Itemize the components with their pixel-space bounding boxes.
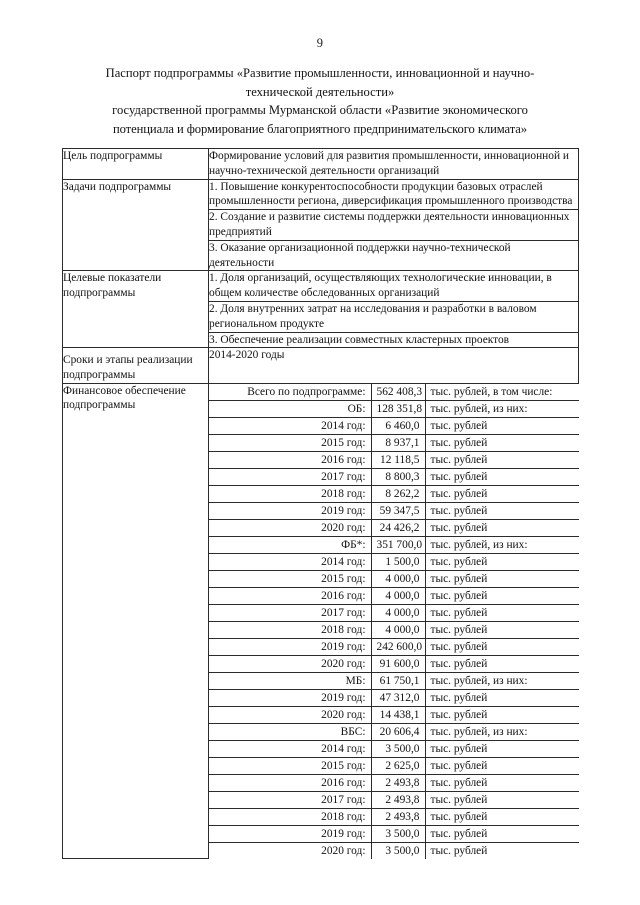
financing-row-value: 91 600,0 xyxy=(371,655,425,672)
financing-row-unit: тыс. рублей, из них: xyxy=(425,400,579,417)
financing-row-value: 8 262,2 xyxy=(371,485,425,502)
financing-row-unit: тыс. рублей xyxy=(425,774,579,791)
financing-row xyxy=(209,468,579,485)
financing-row xyxy=(209,570,579,587)
financing-row-name: 2014 год: xyxy=(209,740,371,757)
financing-row-unit: тыс. рублей xyxy=(425,791,579,808)
task-item: 1. Повышение конкурентоспособности продукции базовых отраслей промышленности региона, диверсификация промышленного производства xyxy=(209,179,579,210)
financing-cell xyxy=(209,383,579,859)
financing-row-name: 2018 год: xyxy=(209,485,371,502)
financing-row-name: 2017 год: xyxy=(209,604,371,621)
financing-row xyxy=(209,825,579,842)
table-row-task-1 xyxy=(63,179,579,210)
heading-line-3: государственной программы Мурманской области «Развитие экономического xyxy=(112,103,528,118)
financing-row-name: 2019 год: xyxy=(209,638,371,655)
heading-line-1: Паспорт подпрограммы «Развитие промышленности, инновационной и научно- xyxy=(105,66,535,80)
financing-row-name: 2019 год: xyxy=(209,825,371,842)
financing-row-unit: тыс. рублей xyxy=(425,485,579,502)
financing-row-value: 351 700,0 xyxy=(371,536,425,553)
financing-row-value: 12 118,5 xyxy=(371,451,425,468)
financing-row-name: 2020 год: xyxy=(209,655,371,672)
financing-row xyxy=(209,672,579,689)
table-row-financing xyxy=(63,383,579,859)
financing-row-name: 2015 год: xyxy=(209,434,371,451)
financing-row xyxy=(209,400,579,417)
financing-table xyxy=(209,384,579,859)
heading-line-4: потенциала и формирование благоприятного предпринимательского климата» xyxy=(112,121,528,136)
financing-row-name: 2020 год: xyxy=(209,519,371,536)
financing-row-value: 24 426,2 xyxy=(371,519,425,536)
indicator-item: 2. Доля внутренних затрат на исследования и разработки в валовом региональном продукте xyxy=(209,301,579,332)
financing-row-unit: тыс. рублей xyxy=(425,502,579,519)
financing-row xyxy=(209,451,579,468)
financing-row-name: 2016 год: xyxy=(209,774,371,791)
passport-table xyxy=(62,148,579,859)
financing-row-name: 2020 год: xyxy=(209,842,371,859)
financing-row-unit: тыс. рублей xyxy=(425,553,579,570)
financing-row xyxy=(209,621,579,638)
financing-row-value: 3 500,0 xyxy=(371,842,425,859)
financing-row xyxy=(209,808,579,825)
task-item: 2. Создание и развитие системы поддержки деятельности инновационных предприятий xyxy=(209,210,579,241)
financing-row-name: 2018 год: xyxy=(209,808,371,825)
financing-row-value: 4 000,0 xyxy=(371,604,425,621)
financing-row xyxy=(209,485,579,502)
financing-row-unit: тыс. рублей xyxy=(425,604,579,621)
financing-row-value: 61 750,1 xyxy=(371,672,425,689)
financing-row-name: ВБС: xyxy=(209,723,371,740)
financing-row-unit: тыс. рублей xyxy=(425,757,579,774)
financing-row-value: 4 000,0 xyxy=(371,587,425,604)
financing-row-value: 2 493,8 xyxy=(371,791,425,808)
financing-row-value: 1 500,0 xyxy=(371,553,425,570)
financing-row-unit: тыс. рублей, из них: xyxy=(425,672,579,689)
financing-row-unit: тыс. рублей xyxy=(425,689,579,706)
row-value-terms: 2014-2020 годы xyxy=(209,348,579,383)
financing-row-name: 2019 год: xyxy=(209,689,371,706)
financing-row-value: 47 312,0 xyxy=(371,689,425,706)
financing-row-value: 8 800,3 xyxy=(371,468,425,485)
financing-row xyxy=(209,723,579,740)
financing-row-name: 2014 год: xyxy=(209,553,371,570)
financing-row-value: 3 500,0 xyxy=(371,825,425,842)
financing-row-name: 2018 год: xyxy=(209,621,371,638)
financing-row-name: 2015 год: xyxy=(209,570,371,587)
financing-row xyxy=(209,740,579,757)
financing-row-unit: тыс. рублей xyxy=(425,825,579,842)
financing-row-name: 2016 год: xyxy=(209,587,371,604)
financing-row-unit: тыс. рублей xyxy=(425,570,579,587)
financing-row-name: 2017 год: xyxy=(209,791,371,808)
financing-row-value: 128 351,8 xyxy=(371,400,425,417)
row-label-terms: Сроки и этапы реализации подпрограммы xyxy=(63,348,209,383)
financing-row-value: 2 493,8 xyxy=(371,774,425,791)
task-item: 3. Оказание организационной поддержки научно-технической деятельности xyxy=(209,240,579,271)
row-label-goal: Цель подпрограммы xyxy=(63,149,209,180)
page-number: 9 xyxy=(316,36,324,50)
financing-row-value: 59 347,5 xyxy=(371,502,425,519)
financing-row-unit: тыс. рублей xyxy=(425,621,579,638)
financing-row-name: 2016 год: xyxy=(209,451,371,468)
financing-row-value: 4 000,0 xyxy=(371,621,425,638)
financing-row xyxy=(209,604,579,621)
row-label-financing: Финансовое обеспечение подпрограммы xyxy=(63,383,209,859)
financing-row-unit: тыс. рублей xyxy=(425,451,579,468)
heading-line-2: технической деятельности» xyxy=(245,84,395,99)
financing-row-unit: тыс. рублей xyxy=(425,434,579,451)
financing-row-value: 6 460,0 xyxy=(371,417,425,434)
financing-row xyxy=(209,706,579,723)
financing-row-unit: тыс. рублей xyxy=(425,417,579,434)
document-heading xyxy=(62,64,578,138)
financing-row-unit: тыс. рублей, из них: xyxy=(425,723,579,740)
financing-row-value: 14 438,1 xyxy=(371,706,425,723)
financing-row xyxy=(209,757,579,774)
financing-row-name: Всего по подпрограмме: xyxy=(209,384,371,401)
financing-row xyxy=(209,434,579,451)
financing-row-unit: тыс. рублей xyxy=(425,842,579,859)
financing-row xyxy=(209,417,579,434)
financing-row-name: 2020 год: xyxy=(209,706,371,723)
financing-row xyxy=(209,384,579,401)
financing-row xyxy=(209,655,579,672)
financing-row-value: 2 493,8 xyxy=(371,808,425,825)
financing-row-unit: тыс. рублей xyxy=(425,740,579,757)
financing-row-name: ФБ*: xyxy=(209,536,371,553)
financing-row-name: 2014 год: xyxy=(209,417,371,434)
financing-row xyxy=(209,519,579,536)
financing-row-value: 562 408,3 xyxy=(371,384,425,401)
table-row-terms xyxy=(63,348,579,383)
financing-row xyxy=(209,638,579,655)
financing-row-name: 2015 год: xyxy=(209,757,371,774)
financing-row xyxy=(209,553,579,570)
financing-row xyxy=(209,689,579,706)
row-label-tasks: Задачи подпрограммы xyxy=(63,179,209,271)
financing-row-value: 20 606,4 xyxy=(371,723,425,740)
financing-row-value: 3 500,0 xyxy=(371,740,425,757)
financing-row-unit: тыс. рублей xyxy=(425,808,579,825)
financing-row xyxy=(209,791,579,808)
row-value-goal: Формирование условий для развития промышленности, инновационной и научно-технической деятельности организаций xyxy=(209,149,579,180)
financing-row-unit: тыс. рублей xyxy=(425,587,579,604)
financing-row-unit: тыс. рублей xyxy=(425,638,579,655)
indicator-item: 1. Доля организаций, осуществляющих технологические инновации, в общем количестве обследованных организаций xyxy=(209,271,579,302)
table-row-goal xyxy=(63,149,579,180)
financing-row-value: 8 937,1 xyxy=(371,434,425,451)
indicator-item: 3. Обеспечение реализации совместных кластерных проектов xyxy=(209,332,579,348)
financing-row-unit: тыс. рублей xyxy=(425,468,579,485)
financing-row-unit: тыс. рублей xyxy=(425,519,579,536)
financing-row-name: 2019 год: xyxy=(209,502,371,519)
financing-row xyxy=(209,536,579,553)
financing-row-unit: тыс. рублей xyxy=(425,655,579,672)
row-label-indicators: Целевые показатели подпрограммы xyxy=(63,271,209,348)
financing-row xyxy=(209,774,579,791)
financing-row-unit: тыс. рублей, в том числе: xyxy=(425,384,579,401)
financing-row-value: 2 625,0 xyxy=(371,757,425,774)
financing-row-unit: тыс. рублей, из них: xyxy=(425,536,579,553)
financing-row-name: 2017 год: xyxy=(209,468,371,485)
financing-row-value: 242 600,0 xyxy=(371,638,425,655)
financing-row-name: МБ: xyxy=(209,672,371,689)
table-row-indicator-1 xyxy=(63,271,579,302)
financing-row xyxy=(209,587,579,604)
financing-row-name: ОБ: xyxy=(209,400,371,417)
financing-row xyxy=(209,842,579,859)
financing-row xyxy=(209,502,579,519)
financing-row-value: 4 000,0 xyxy=(371,570,425,587)
financing-table-body xyxy=(209,384,579,859)
financing-row-unit: тыс. рублей xyxy=(425,706,579,723)
